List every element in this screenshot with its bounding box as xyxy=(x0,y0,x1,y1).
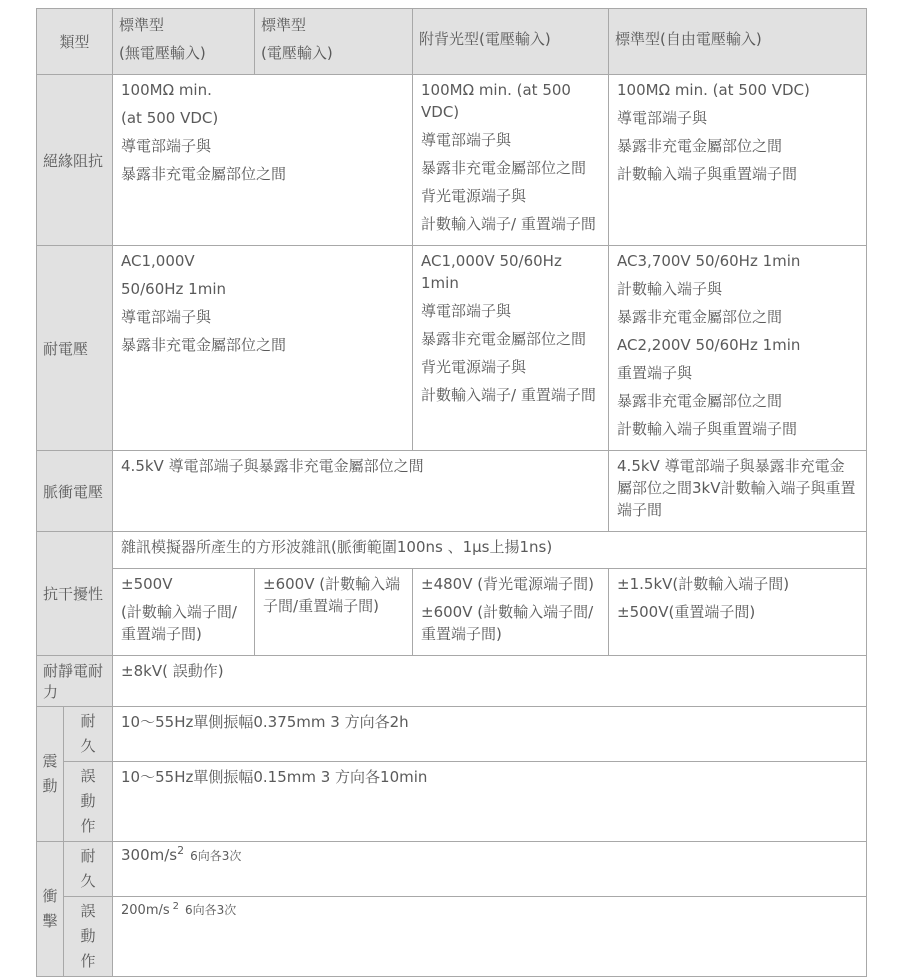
cell-noise-voltage: ±600V (計數輸入端子間/重置端子間) xyxy=(255,569,413,656)
cell-withstand-backlight: AC1,000V 50/60Hz 1min 導電部端子與 暴露非充電金屬部位之間 背光電源端子與 計數輸入端子/ 重置端子間 xyxy=(413,246,609,451)
row-insulation xyxy=(37,75,867,246)
cell-shock-durable xyxy=(113,842,867,897)
header-standard-no-voltage: 標準型 (無電壓輸入) xyxy=(113,9,255,75)
cell-insulation-backlight: 100MΩ min. (at 500 VDC) 導電部端子與 暴露非充電金屬部位之間 背光電源端子與 計數輸入端子/ 重置端子間 xyxy=(413,75,609,246)
shock-durable-label-text: 耐久 xyxy=(80,847,96,890)
row-impulse-label: 脈衝電壓 xyxy=(37,451,113,532)
noise-common-text: 雜訊模擬器所產生的方形波雜訊(脈衝範圍100ns 、1μs上揚1ns) xyxy=(121,538,553,556)
shock-malfunction-label-text: 誤動作 xyxy=(80,902,96,970)
esd-value-text: ±8kV( 誤動作) xyxy=(121,662,224,680)
cell-noise-backlight: ±480V (背光電源端子間) ±600V (計數輸入端子間/重置端子間) xyxy=(413,569,609,656)
shock-durable-label xyxy=(64,842,113,897)
impulse-main-text: 4.5kV 導電部端子與暴露非充電金屬部位之間 xyxy=(121,457,424,475)
shock-malfunction-sup: 2 xyxy=(172,900,180,912)
impulse-free-text: 4.5kV 導電部端子與暴露非充電金屬部位之間3kV計數輸入端子與重置端子間 xyxy=(617,457,856,519)
row-withstand-label: 耐電壓 xyxy=(37,246,113,451)
row-esd xyxy=(37,656,867,707)
header-backlight: 附背光型(電壓輸入) xyxy=(413,9,609,75)
vibration-durable-label-text: 耐久 xyxy=(80,712,96,755)
cell-insulation-standard: 100MΩ min. (at 500 VDC) 導電部端子與 暴露非充電金屬部位之間 xyxy=(113,75,413,246)
cell-impulse-free xyxy=(609,451,867,532)
vibration-durable-label xyxy=(64,707,113,762)
header-standard-voltage: 標準型 (電壓輸入) xyxy=(255,9,413,75)
row-vibration-label xyxy=(37,707,64,842)
vibration-label-text: 震動 xyxy=(42,752,58,795)
row-noise-values xyxy=(37,569,867,656)
shock-durable-value: 300m/s xyxy=(121,846,178,864)
row-shock-durable xyxy=(37,842,867,897)
row-vibration-malfunction xyxy=(37,762,867,842)
vibration-malfunction-text: 10～55Hz單側振幅0.15mm 3 方向各10min xyxy=(121,768,428,786)
cell-withstand-free: AC3,700V 50/60Hz 1min 計數輸入端子與 暴露非充電金屬部位之間 AC2,200V 50/60Hz 1min 重置端子與 暴露非充電金屬部位之間 計數輸入端子與重置端子間 xyxy=(609,246,867,451)
cell-noise-common xyxy=(113,532,867,569)
cell-insulation-free: 100MΩ min. (at 500 VDC) 導電部端子與 暴露非充電金屬部位之間 計數輸入端子與重置端子間 xyxy=(609,75,867,246)
row-withstand xyxy=(37,246,867,451)
cell-vibration-durable xyxy=(113,707,867,762)
shock-label-text: 衝擊 xyxy=(42,887,58,930)
shock-durable-suffix: 6向各3次 xyxy=(190,849,242,863)
cell-noise-free: ±1.5kV(計數輸入端子間) ±500V(重置端子間) xyxy=(609,569,867,656)
row-shock-malfunction xyxy=(37,897,867,977)
cell-shock-malfunction xyxy=(113,897,867,977)
spec-table xyxy=(36,8,867,977)
header-free-voltage: 標準型(自由電壓輸入) xyxy=(609,9,867,75)
row-shock-label xyxy=(37,842,64,977)
cell-esd-value xyxy=(113,656,867,707)
cell-noise-no-voltage: ±500V (計數輸入端子間/重置端子間) xyxy=(113,569,255,656)
shock-malfunction-suffix: 6向各3次 xyxy=(185,903,237,917)
row-noise-common xyxy=(37,532,867,569)
vibration-malfunction-label xyxy=(64,762,113,842)
vibration-malfunction-label-text: 誤動作 xyxy=(80,767,96,835)
cell-withstand-standard: AC1,000V 50/60Hz 1min 導電部端子與 暴露非充電金屬部位之間 xyxy=(113,246,413,451)
shock-malfunction-label xyxy=(64,897,113,977)
shock-malfunction-value: 200m/s xyxy=(121,903,170,918)
cell-vibration-malfunction xyxy=(113,762,867,842)
row-vibration-durable xyxy=(37,707,867,762)
row-noise-label: 抗干擾性 xyxy=(37,532,113,656)
shock-durable-sup: 2 xyxy=(177,844,185,857)
cell-impulse-main xyxy=(113,451,609,532)
vibration-durable-text: 10～55Hz單側振幅0.375mm 3 方向各2h xyxy=(121,713,409,731)
header-type: 類型 xyxy=(37,9,113,75)
row-esd-label: 耐靜電耐力 xyxy=(37,656,113,707)
row-impulse xyxy=(37,451,867,532)
row-insulation-label: 絕緣阻抗 xyxy=(37,75,113,246)
header-row xyxy=(37,9,867,75)
